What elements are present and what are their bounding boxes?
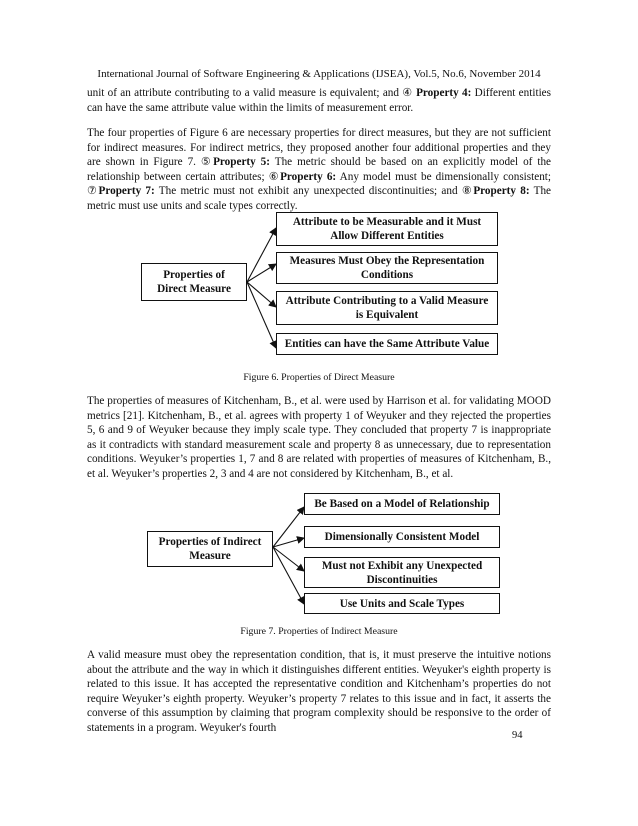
property-5-label: Property 5: [213,156,271,169]
fig7-target-box-2: Dimensionally Consistent Model [304,526,500,548]
fig7-arrow-4 [273,547,304,604]
p2-text-c: The metric should be based on an explicitly model of the relationship between certain attributes; ⑥ [87,156,551,183]
fig7-target-box-1: Be Based on a Model of Relationship [304,493,500,515]
paragraph-3: The properties of measures of Kitchenham, B., et al. were used by Harrison et al. for validating MOOD metrics [21]. Kitchenham, B., et al. agrees with property 1 of Weyuker and they rejected the properties 5, 6 and 9 of Weyuker because they imply scale type. They concluded that property 7 is inappropriate as it contradicts with standard measurement scale and property 8 as unnecessary, due to representation conditions. Weyuker’s properties 1, 7 and 8 are related with properties of measures of Kitchenham, B., et al. Weyuker’s properties 2, 3 and 4 are not considered by Kitchenham, B., et al. [87,395,551,480]
fig7-arrow-3 [273,547,304,571]
fig6-source-box: Properties of Direct Measure [141,263,247,301]
property-7-label: Property 7: [98,185,155,198]
figure7-arrows [273,507,304,604]
paragraph-4: A valid measure must obey the representation condition, that is, it must preserve the intuitive notions about the attribute and the way in which it distinguishes different entities. Weyuker's eighth property is related to this issue. It has accepted the representative condition and Kitchenham’s properties do not require Weyuker’s eighth property. Weyuker’s property 7 relates to this issue and in fact, it asserts the converse of this assumption by claiming that program complexity should be responsive to the order of statements in a program. Weyuker's fourth [87,649,551,734]
fig7-target-box-4: Use Units and Scale Types [304,593,500,614]
property-8-label: Property 8: [473,185,530,198]
fig6-arrow-1 [247,228,276,282]
figure7-caption: Figure 7. Properties of Indirect Measure [240,626,398,637]
property-6-label: Property 6: [280,170,337,183]
page-number: 94 [512,730,523,741]
fig6-target-box-2: Measures Must Obey the Representation Conditions [276,252,498,284]
fig7-arrow-1 [273,507,304,547]
journal-header: International Journal of Software Engineering & Applications (IJSEA), Vol.5, No.6, November 2014 [97,68,541,80]
property-4-label: Property 4: [416,87,472,99]
fig7-target-box-3: Must not Exhibit any Unexpected Discontinuities [304,557,500,588]
fig6-target-box-1: Attribute to be Measurable and it Must Allow Different Entities [276,212,498,246]
fig6-arrow-3 [247,282,276,307]
p1-text-a: unit of an attribute contributing to a valid measure is equivalent; and ④ [87,87,417,99]
p2-text-e: Any model must be dimensionally consistent; ⑦ [87,170,552,198]
fig7-source-box: Properties of Indirect Measure [147,531,273,567]
figure6-arrows [247,228,276,348]
fig6-arrow-4 [247,282,276,348]
fig7-arrow-2 [273,538,304,547]
p2-text-a: The four properties of Figure 6 are necessary properties for direct measures, but they are not sufficient for indirect measures. For indirect metrics, they proposed another four additional properties and they are shown in Figure 7. ⑤ [87,127,551,169]
figure6-caption: Figure 6. Properties of Direct Measure [243,372,395,383]
fig6-target-box-4: Entities can have the Same Attribute Value [276,333,498,355]
fig6-target-box-3: Attribute Contributing to a Valid Measure is Equivalent [276,291,498,325]
p2-text-i: The metric must use units and scale types correctly. [87,185,552,212]
p2-text-g: The metric must not exhibit any unexpected discontinuities; and ⑧ [154,185,474,198]
p1-text-c: Different entities can have the same attribute value within the limits of measurement error. [87,87,551,114]
